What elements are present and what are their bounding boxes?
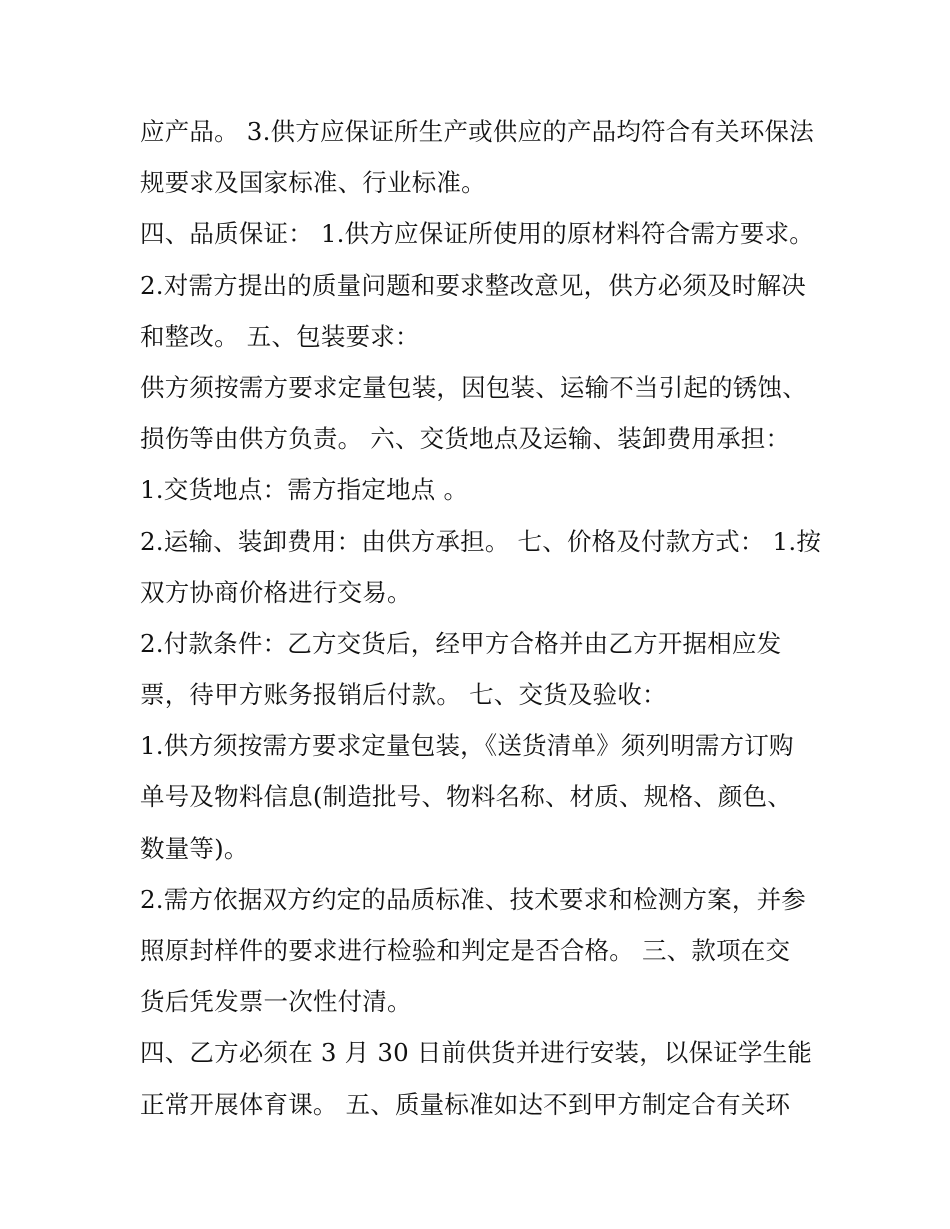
text-line: 2.对需方提出的质量问题和要求整改意见，供方必须及时解决 (140, 270, 806, 300)
text-line: 规要求及国家标准、行业标准。 (140, 168, 486, 198)
text-line: 单号及物料信息(制造批号、物料名称、材质、规格、颜色、 (140, 782, 792, 812)
text-line: 2.运输、装卸费用：由供方承担。 七、价格及付款方式： 1.按 (140, 526, 822, 556)
text-line: 2.付款条件：乙方交货后，经甲方合格并由乙方开据相应发 (140, 628, 782, 658)
text-line: 数量等)。 (140, 833, 249, 863)
text-line: 双方协商价格进行交易。 (140, 577, 412, 607)
document-body (140, 106, 820, 1130)
text-line: 供方须按需方要求定量包装，因包装、运输不当引起的锈蚀、 (140, 372, 807, 402)
text-line: 照原封样件的要求进行检验和判定是否合格。 三、款项在交 (140, 936, 791, 965)
text-line: 2.需方依据双方约定的品质标准、技术要求和检测方案，并参 (140, 884, 806, 914)
text-line: 和整改。 五、包装要求： (140, 321, 420, 351)
text-line: 票，待甲方账务报销后付款。 七、交货及验收： (140, 680, 667, 710)
text-line: 四、品质保证： 1.供方应保证所使用的原材料符合需方要求。 (140, 219, 814, 249)
text-line: 货后凭发票一次性付清。 (140, 987, 412, 1017)
text-line: 损伤等由供方负责。 六、交货地点及运输、装卸费用承担： (140, 424, 791, 454)
text-line: 四、乙方必须在 3 月 30 日前供货并进行安装，以保证学生能 (140, 1038, 813, 1068)
text-line: 正常开展体育课。 五、质量标准如达不到甲方制定合有关环 (140, 1089, 791, 1119)
text-line: 应产品。 3.供方应保证所生产或供应的产品均符合有关环保法 (140, 117, 814, 146)
text-line: 1.供方须按需方要求定量包装，《送货清单》须列明需方订购 (140, 731, 794, 761)
text-line: 1.交货地点：需方指定地点 。 (140, 475, 469, 505)
